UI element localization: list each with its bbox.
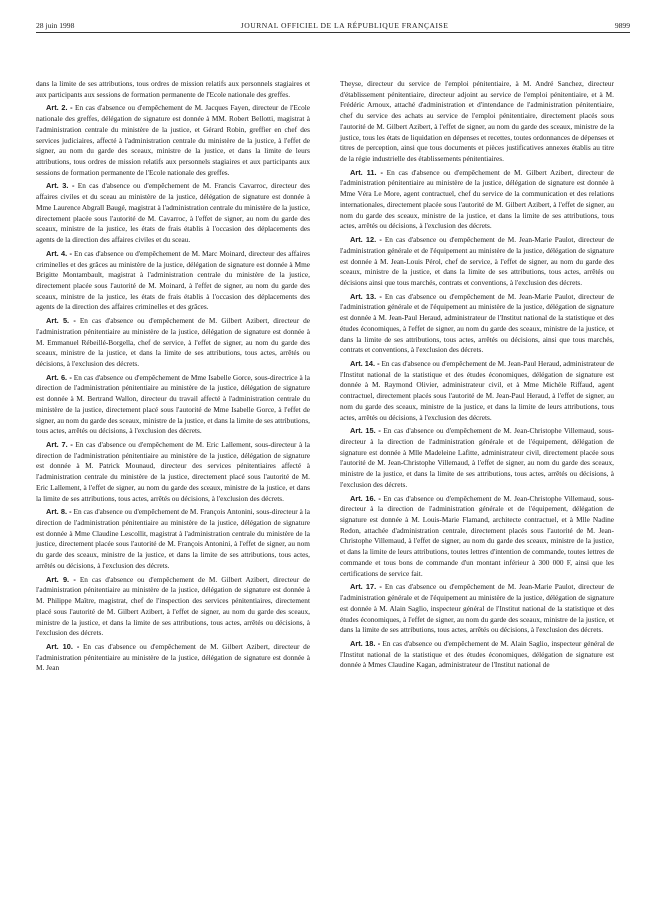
article-15: Art. 15. - En cas d'absence ou d'empêchement de M. Jean-Christophe Villemaud, sous-directeur à la direction de l'administration générale et de l'équipement, délégation de signature est donnée à Mlle Madeleine Lafitte, administrateur civil, directement placée sous l'autorité de M. Jean-Christophe Villemaud, à l'effet de signer, au nom du garde des sceaux, ministre de la justice, et dans la limite de ses attributions, tous actes, arrêtés ou décisions, à l'exclusion des décrets. <box>340 426 614 489</box>
article-9: Art. 9. - En cas d'absence ou d'empêchement de M. Gilbert Azibert, directeur de l'administration pénitentiaire au ministère de la justice, délégation de signature est donnée à M. Philippe Maître, magistrat, chef de l'inspection des services pénitentiaires, directement placé sous l'autorité de M. Gilbert Azibert, à l'effet de signer, au nom du garde des sceaux, ministre de la justice, et dans la limite de ses attributions, tous actes, arrêtés ou décisions, à l'exclusion des décrets. <box>36 574 311 638</box>
article-18: Art. 18. - En cas d'absence ou d'empêchement de M. Alain Saglio, inspecteur général de l'Institut national de la statistique et des études économiques, délégation de signature est donnée à Mmes Claudine Kagan, administrateur de l'Institut national de <box>340 638 615 670</box>
article-label: Art. 13. - <box>350 291 382 301</box>
text-column-right <box>340 79 614 671</box>
article-6: Art. 6. - En cas d'absence ou d'empêchement de Mme Isabelle Gorce, sous-directrice à la direction de l'administration pénitentiaire au ministère de la justice, délégation de signature est donnée à M. Bertrand Wallon, directeur du travail affecté à l'administration centrale du ministère de la justice, directement placé sous l'autorité de Mme Isabelle Gorce, à l'effet de signer, au nom du garde des sceaux, ministre de la justice, et dans la limite de ses attributions, tous actes, arrêtés ou décisions, à l'exclusion des décrets. <box>36 372 311 436</box>
article-label: Art. 11. - <box>350 167 383 177</box>
article-label: Art. 16. - <box>350 493 381 503</box>
article-label: Art. 4. - <box>46 248 72 258</box>
article-label: Art. 8. - <box>46 507 72 517</box>
text-column-left <box>36 79 310 674</box>
article-10: Art. 10. - En cas d'absence ou d'empêchement de M. Gilbert Azibert, directeur de l'administration pénitentiaire au ministère de la justice, délégation de signature est donnée à M. Jean <box>36 641 310 673</box>
article-14: Art. 14. - En cas d'absence ou d'empêchement de M. Jean-Paul Heraud, administrateur de l'Institut national de la statistique et des études économiques, délégation de signature est donnée à M. Raymond Olivier, administrateur civil, et à Mme Michèle Riffaud, agent contractuel, directement placés sous l'autorité de M. Jean-Paul Heraud, à l'effet de signer, au nom du garde des sceaux, ministre de la justice, et dans la limite de leurs attributions, tous actes, arrêtés ou décisions, à l'exclusion des décrets. <box>340 358 614 422</box>
article-13: Art. 13. - En cas d'absence ou d'empêchement de M. Jean-Marie Paulot, directeur de l'administration générale et de l'équipement au ministère de la justice, délégation de signature est donnée à M. Jean-Paul Heraud, administrateur de l'Institut national de la statistique et des études économiques, à l'effet de signer, au nom du garde des sceaux, ministre de la justice, et dans la limite de ses attributions, tous actes, arrêtés ou décisions, ainsi que tous marchés, contrats et conventions, à l'exclusion des décrets. <box>340 291 615 355</box>
article-11: Art. 11. - En cas d'absence ou d'empêchement de M. Gilbert Azibert, directeur de l'administration pénitentiaire au ministère de la justice, délégation de signature est donnée à Mme Véra Le More, agent contractuel, chef du service de la communication et des relations internationales, directement placée sous l'autorité de M. Gilbert Azibert, à l'effet de signer, au nom du garde des sceaux, ministre de la justice, et dans la limite de ses attributions, tous actes, arrêtés ou décisions, à l'exclusion des décrets. <box>340 167 614 231</box>
article-label: Art. 9. - <box>46 574 76 584</box>
article-label: Art. 7. - <box>46 440 73 449</box>
article-2: Art. 2. - En cas d'absence ou d'empêchement de M. Jacques Fayen, directeur de l'Ecole nationale des greffes, délégation de signature est donnée à MM. Robert Bellotti, magistrat à l'administration centrale du ministère de la justice, et Gérard Robin, greffier en chef des services judiciaires, affecté à l'administration centrale du ministère de la justice, à l'effet de signer, au nom du garde des sceaux, ministre de la justice, et dans la limite de leurs attributions, tous ordres de mission relatifs aux personnels stagiaires et aux participants aux sessions de formation permanente de l'Ecole nationale des greffes. <box>36 103 311 177</box>
article-12: Art. 12. - En cas d'absence ou d'empêchement de M. Jean-Marie Paulot, directeur de l'administration générale et de l'équipement au ministère de la justice, délégation de signature est donnée à M. Jean-Louis Pérol, chef de service, à l'effet de signer, au nom du garde des sceaux, ministre de la justice, et dans la limite de ses attributions, tous actes, arrêtés ou décisions ainsi que tous marchés, contrats et conventions, à l'exclusion des décrets. <box>340 235 615 287</box>
article-label: Art. 10. - <box>46 641 80 651</box>
article-8: Art. 8. - En cas d'absence ou d'empêchement de M. François Antonini, sous-directeur à la direction de l'administration pénitentiaire au ministère de la justice, délégation de signature est donnée à Mme Claudine Lescollit, magistrat à l'administration centrale du ministère de la justice, directement placée sous l'autorité de M. François Antonini, à l'effet de signer, au nom du garde des sceaux, ministre de la justice, et dans la limite de ses attributions, tous actes, arrêtés ou décisions, à l'exclusion des décrets. <box>36 507 311 570</box>
paragraph-continued: dans la limite de ses attributions, tous ordres de mission relatifs aux personnels stagiaires et aux participants aux sessions de formation permanente de l'Ecole nationale des greffes. <box>36 79 310 99</box>
article-label: Art. 3. - <box>46 181 75 191</box>
article-label: Art. 14. - <box>350 358 380 368</box>
article-label: Art. 15. - <box>350 426 381 436</box>
article-label: Art. 17. - <box>350 582 382 592</box>
article-16: Art. 16. - En cas d'absence ou d'empêchement de M. Jean-Christophe Villemaud, sous-directeur à la direction de l'administration générale et de l'équipement, délégation de signature est donnée à M. Louis-Marie Flamand, architecte contractuel, et à Mlle Nadine Redon, attachée d'administration centrale, directement placés sous l'autorité de M. Jean-Christophe Villemaud, à l'effet de signer, au nom du garde des sceaux, ministre de la justice, et dans la limite de leurs attributions, toutes lettres d'intention de commande, toutes lettres de commande et tous bons de commande d'un montant inférieur à 300 000 F, ainsi que les certifications de service fait. <box>340 493 614 578</box>
article-label: Art. 12. - <box>350 235 382 245</box>
paragraph-continued: Theyse, directeur du service de l'emploi pénitentiaire, à M. André Sanchez, directeur d'établissement pénitentiaire, directeur adjoint au service de l'emploi pénitentiaire, et à M. Frédéric Arnoux, attaché d'administration et d'intendance de l'administration pénitentiaire, chef du service des achats au service de l'emploi pénitentiaire, directement placés sous l'autorité de M. Gilbert Azibert, à l'effet de signer, au nom du garde des sceaux, ministre de la justice, tous les états de liquidation en dépenses et recettes, toutes ordonnances de dépenses et titres de perception, ainsi que tous documents et pièces justificatives annexes établis au titre de la régie industrielle des établissements pénitentiaires. <box>340 79 614 164</box>
header-journal-title: JOURNAL OFFICIEL DE LA RÉPUBLIQUE FRANÇAISE <box>240 21 449 30</box>
article-17: Art. 17. - En cas d'absence ou d'empêchement de M. Jean-Marie Paulot, directeur de l'administration générale et de l'équipement au ministère de la justice, délégation de signature est donnée à M. Alain Saglio, inspecteur général de l'Institut national de la statistique et des études économiques, à l'effet de signer, au nom du garde des sceaux, ministre de la justice, et dans la limite de ses attributions, tous actes, arrêtés ou décisions, à l'exclusion des décrets. <box>340 582 615 635</box>
article-3: Art. 3. - En cas d'absence ou d'empêchement de M. Francis Cavarroc, directeur des affaires civiles et du sceau au ministère de la justice, délégation de signature est donnée à Mme Laurence Abgrall Baugé, magistrat à l'administration centrale du ministère de la justice, directement placée sous l'autorité de M. Cavarroc, à l'effet de signer, au nom du garde des sceaux, ministre de la justice, les états de frais établis à l'occasion des déplacements des agents de la direction des affaires civiles et du sceau. <box>36 181 310 245</box>
article-7: Art. 7. - En cas d'absence ou d'empêchement de M. Eric Lallement, sous-directeur à la direction de l'administration pénitentiaire au ministère de la justice, délégation de signature est donnée à M. Patrick Mounaud, directeur des services pénitentiaires affecté à l'administration centrale du ministère de la justice, directement placé sous l'autorité de M. Eric Lallement, à l'effet de signer, au nom du garde des sceaux, ministre de la justice, et dans la limite de ses attributions, tous actes, arrêtés ou décisions, à l'exclusion des décrets. <box>36 440 310 503</box>
header-page-number: 9899 <box>614 21 630 30</box>
article-label: Art. 5. - <box>46 316 76 326</box>
page-header <box>36 20 630 33</box>
article-label: Art. 6. - <box>46 372 72 382</box>
header-date: 28 juin 1998 <box>36 21 75 30</box>
article-5: Art. 5. - En cas d'absence ou d'empêchement de M. Gilbert Azibert, directeur de l'administration pénitentiaire au ministère de la justice, délégation de signature est donnée à M. Emmanuel Rébeillé-Borgella, chef de service, à l'effet de signer, au nom du garde des sceaux, ministre de la justice, et dans la limite de ses attributions, tous actes, arrêtés ou décisions, à l'exclusion des décrets. <box>36 316 311 368</box>
article-label: Art. 18. - <box>350 638 381 648</box>
article-4: Art. 4. - En cas d'absence ou d'empêchement de M. Marc Moinard, directeur des affaires criminelles et des grâces au ministère de la justice, délégation de signature est donnée à Mme Brigitte Montambault, magistrat à l'administration centrale du ministère de la justice, directement placée sous l'autorité de M. Moinard, à l'effet de signer, au nom du garde des sceaux, ministre de la justice, les états de frais établis à l'occasion des déplacements des agents de la direction des affaires criminelles et des grâces. <box>36 248 310 312</box>
article-label: Art. 2. - <box>46 103 73 113</box>
